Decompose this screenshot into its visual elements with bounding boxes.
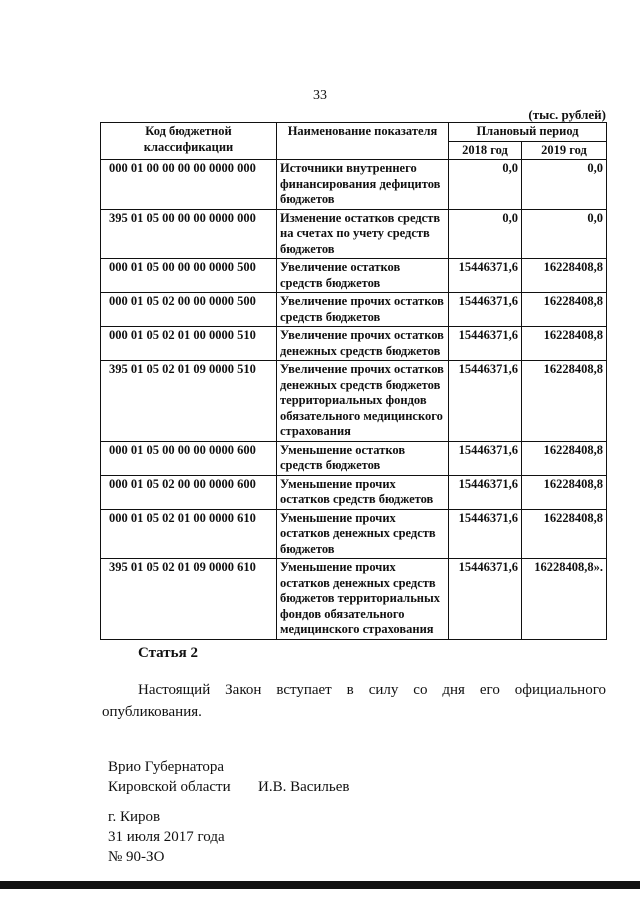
header-code: Код бюджетной классификации — [101, 123, 277, 160]
article-heading: Статья 2 — [138, 645, 198, 661]
row-value-2019: 16228408,8 — [522, 361, 607, 442]
signatory-name: И.В. Васильев — [258, 779, 350, 795]
header-year-2019: 2019 год — [522, 141, 607, 160]
row-value-2019: 16228408,8 — [522, 327, 607, 361]
place: г. Киров — [108, 809, 161, 825]
row-value-2019: 16228408,8 — [522, 475, 607, 509]
bottom-rule — [0, 881, 640, 889]
row-code: 000 01 05 02 00 00 0000 500 — [101, 293, 277, 327]
row-value-2019: 16228408,8». — [522, 559, 607, 640]
table-row — [101, 559, 607, 640]
row-value-2019: 16228408,8 — [522, 259, 607, 293]
row-value-2018: 0,0 — [449, 160, 522, 210]
row-code: 000 01 05 02 01 00 0000 510 — [101, 327, 277, 361]
table-row — [101, 259, 607, 293]
row-value-2018: 15446371,6 — [449, 293, 522, 327]
table-row — [101, 160, 607, 210]
row-name: Источники внутреннего финансирования дефицитов бюджетов — [277, 160, 449, 210]
unit-label: (тыс. рублей) — [528, 107, 606, 122]
row-value-2018: 15446371,6 — [449, 559, 522, 640]
table-row — [101, 209, 607, 259]
table-row — [101, 475, 607, 509]
law-text: Настоящий Закон вступает в силу со дня его официального опубликования. — [102, 682, 606, 720]
row-name: Уменьшение остатков средств бюджетов — [277, 441, 449, 475]
row-name: Изменение остатков средств на счетах по учету средств бюджетов — [277, 209, 449, 259]
row-value-2019: 16228408,8 — [522, 509, 607, 559]
row-value-2018: 15446371,6 — [449, 327, 522, 361]
header-name: Наименование показателя — [277, 123, 449, 160]
signatory-title-line1: Врио Губернатора — [108, 759, 225, 775]
page-number: 33 — [313, 88, 327, 103]
document-number: № 90-ЗО — [108, 849, 165, 865]
row-value-2019: 0,0 — [522, 209, 607, 259]
row-code: 395 01 05 02 01 09 0000 510 — [101, 361, 277, 442]
row-value-2019: 16228408,8 — [522, 293, 607, 327]
header-period: Плановый период — [449, 123, 607, 142]
row-code: 000 01 05 02 00 00 0000 600 — [101, 475, 277, 509]
date: 31 июля 2017 года — [108, 829, 225, 845]
row-value-2018: 15446371,6 — [449, 441, 522, 475]
table-row — [101, 293, 607, 327]
row-value-2018: 15446371,6 — [449, 475, 522, 509]
budget-table — [100, 122, 607, 640]
header-year-2018: 2018 год — [449, 141, 522, 160]
row-code: 000 01 00 00 00 00 0000 000 — [101, 160, 277, 210]
row-value-2018: 15446371,6 — [449, 361, 522, 442]
row-name: Уменьшение прочих остатков денежных средств бюджетов — [277, 509, 449, 559]
row-code: 000 01 05 00 00 00 0000 600 — [101, 441, 277, 475]
row-value-2018: 0,0 — [449, 209, 522, 259]
row-code: 000 01 05 00 00 00 0000 500 — [101, 259, 277, 293]
table-row — [101, 361, 607, 442]
row-code: 395 01 05 00 00 00 0000 000 — [101, 209, 277, 259]
table-row — [101, 441, 607, 475]
row-value-2019: 0,0 — [522, 160, 607, 210]
table-row — [101, 509, 607, 559]
row-name: Уменьшение прочих остатков средств бюджетов — [277, 475, 449, 509]
row-name: Увеличение остатков средств бюджетов — [277, 259, 449, 293]
row-value-2018: 15446371,6 — [449, 259, 522, 293]
row-name: Увеличение прочих остатков средств бюджетов — [277, 293, 449, 327]
row-name: Увеличение прочих остатков денежных средств бюджетов территориальных фондов обязательного медицинского страхования — [277, 361, 449, 442]
signatory-title-line2: Кировской области — [108, 779, 231, 795]
table-row — [101, 327, 607, 361]
row-name: Уменьшение прочих остатков денежных средств бюджетов территориальных фондов обязательного медицинского страхования — [277, 559, 449, 640]
row-value-2019: 16228408,8 — [522, 441, 607, 475]
row-value-2018: 15446371,6 — [449, 509, 522, 559]
row-code: 395 01 05 02 01 09 0000 610 — [101, 559, 277, 640]
table-header-row — [101, 123, 607, 142]
row-code: 000 01 05 02 01 00 0000 610 — [101, 509, 277, 559]
row-name: Увеличение прочих остатков денежных средств бюджетов — [277, 327, 449, 361]
